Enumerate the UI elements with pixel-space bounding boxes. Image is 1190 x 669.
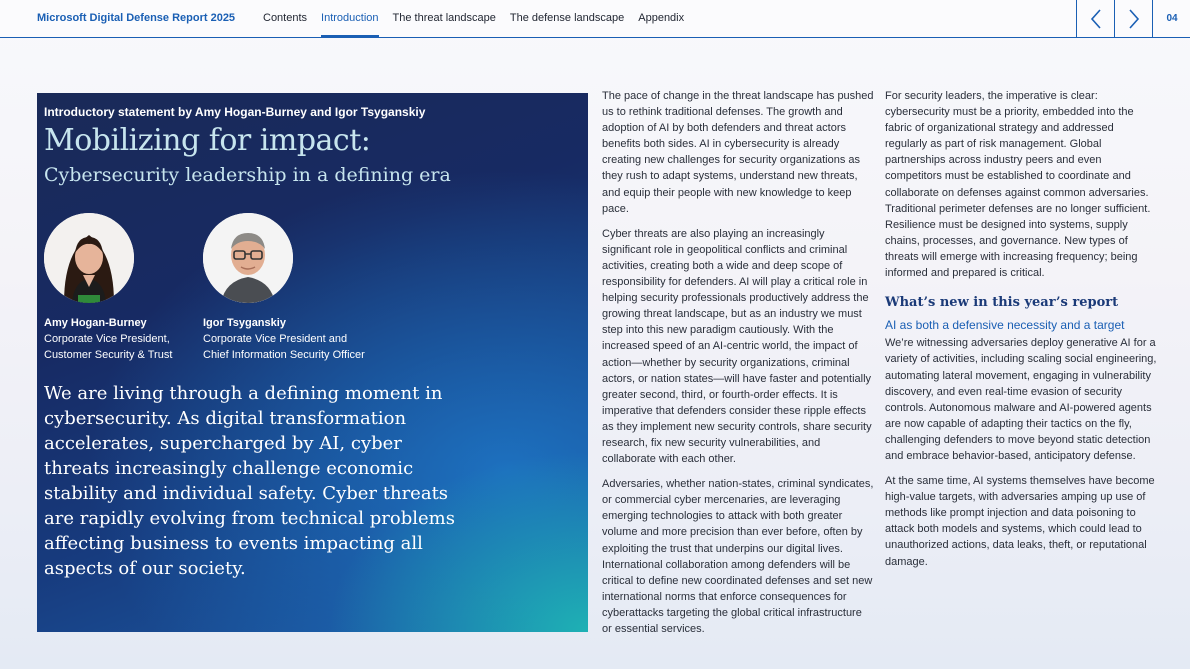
section-heading: What’s new in this year’s report [885,295,1119,311]
body-column-2 [885,88,1157,579]
hero-title: Mobilizing for impact: [44,123,371,158]
person-role-line2: Customer Security & Trust [44,349,173,361]
hero-kicker: Introductory statement by Amy Hogan-Burney and Igor Tsyganskiy [44,105,426,119]
nav-introduction[interactable]: Introduction [321,0,378,37]
person-role-line1: Corporate Vice President, [44,333,170,345]
hero-subtitle: Cybersecurity leadership in a defining era [44,164,451,186]
paragraph: For security leaders, the imperative is clear: cybersecurity must be a priority, embedded into the fabric of organizational strategy and addressed regularly as part of risk management. Global partnerships across industry peers and even competitors must be established to coordinate and collaborate on defenses against common adversaries. Traditional perimeter defenses are no longer sufficient. Resilience must be designed into systems, supply chains, processes, and governance. New types of threats will emerge with increasing frequency; being informed and prepared is critical. [885,90,1151,280]
portrait-woman-icon [44,213,134,303]
chevron-right-icon [1127,8,1141,30]
intro-hero-panel [37,93,588,632]
paragraph: We’re witnessing adversaries deploy generative AI for a variety of activities, including scaling social engineering, automating lateral movement, engaging in vulnerability discovery, and even real-time evasion of security controls. Autonomous malware and AI-powered agents are now capable of adapting their tactics on the fly, challenging defenders to move beyond static detection and embrace behavior-based, anticipatory defense. [885,337,1157,462]
body-column-1 [602,88,874,646]
paragraph: At the same time, AI systems themselves have become high-value targets, with adversaries amping up use of methods like prompt injection and data poisoning to attack both models and systems, which could lead to unauthorized actions, data leaks, theft, or reputational damage. [885,475,1155,568]
nav-contents[interactable]: Contents [263,12,308,24]
person-role-line1: Corporate Vice President and [203,333,348,345]
person-name: Amy Hogan-Burney [44,317,147,329]
top-navigation-bar [0,0,1190,38]
person-igor-tsyganskiy [203,315,365,363]
portrait-man-icon [203,213,293,303]
previous-page-button[interactable] [1076,0,1115,37]
section-subheading: AI as both a defensive necessity and a target [885,318,1125,333]
avatar-igor-tsyganskiy [203,213,293,303]
person-role-line2: Chief Information Security Officer [203,349,365,361]
paragraph: The pace of change in the threat landscape has pushed us to rethink traditional defenses. The growth and adoption of AI by both defenders and threat actors benefits both sides. AI in cybersecurity is already creating new challenges for security organizations as they rush to adapt systems, understand new threats, and equip their people with new knowledge to keep pace. [602,90,874,215]
person-amy-hogan-burney [44,315,172,363]
person-name: Igor Tsyganskiy [203,317,286,329]
avatar-amy-hogan-burney [44,213,134,303]
next-page-button[interactable] [1114,0,1153,37]
report-title[interactable]: Microsoft Digital Defense Report 2025 [37,12,236,24]
page-number: 04 [1152,0,1190,37]
hero-quote: We are living through a defining moment in cybersecurity. As digital transformation accelerates, supercharged by AI, cyber threats increasingly challenge economic stability and individual safety. Cyber threats are rapidly evolving from technical problems affecting business to events impacting all aspects of our society. [44,383,455,579]
nav-defense-landscape[interactable]: The defense landscape [509,12,625,24]
section-nav [263,0,698,37]
nav-threat-landscape[interactable]: The threat landscape [392,12,496,24]
paragraph: Cyber threats are also playing an increasingly significant role in geopolitical conflicts and criminal activities, creating both a wide and deep scope of responsibility for defenders. AI will play a critical role in helping security professionals productively address the growing threat landscape, but as an industry we must step into this new paradigm cautiously. With the increased speed of an AI-centric world, the impact of action—whether by security organizations, criminal actors, or nation states—will have faster and potentially greater second, third, or fourth-order effects. It is imperative that defenders consider these ripple effects as they implement new security controls, share security research, fix new security vulnerabilities, and collaborate with each other. [602,227,872,466]
chevron-left-icon [1089,8,1103,30]
paragraph: Adversaries, whether nation-states, criminal syndicates, or commercial cyber mercenaries, are leveraging emerging technologies to attack with both greater volume and more precision than ever before, often by exploiting the trust that underpins our digital lives. International collaboration among defenders will be critical to define new coordinated defenses and set new international norms that enforce consequences for cyberattacks targeting the global critical infrastructure or essential services. [602,478,874,635]
nav-appendix[interactable]: Appendix [638,12,685,24]
